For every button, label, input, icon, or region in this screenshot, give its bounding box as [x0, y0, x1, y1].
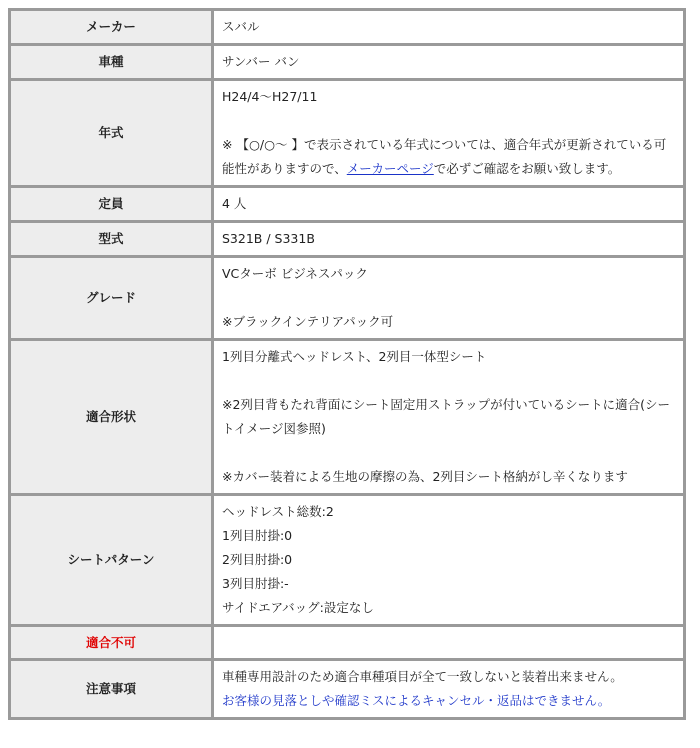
caution-line-2: お客様の見落としや確認ミスによるキャンセル・返品はできません。: [222, 693, 611, 708]
row-capacity: [11, 188, 683, 220]
caution-label: 注意事項: [11, 661, 211, 717]
year-note-after: で必ずご確認をお願い致します。: [433, 161, 621, 176]
type-label: 型式: [11, 223, 211, 255]
year-range: H24/4～H27/11: [222, 89, 318, 104]
grade-value: [214, 258, 683, 338]
grade-line-1: VCターボ ビジネスパック: [222, 266, 368, 281]
incompatible-label: 適合不可: [11, 627, 211, 658]
row-incompatible: [11, 627, 683, 658]
year-value: [214, 81, 683, 185]
maker-label: メーカー: [11, 11, 211, 43]
grade-label: グレード: [11, 258, 211, 338]
caution-line-1: 車種専用設計のため適合車種項目が全て一致しないと装着出来ません。: [222, 669, 623, 684]
incompatible-value: [214, 627, 683, 658]
fit-line-1: 1列目分離式ヘッドレスト、2列目一体型シート: [222, 349, 487, 364]
row-maker: [11, 11, 683, 43]
seat-pattern-value: [214, 496, 683, 624]
fit-value: [214, 341, 683, 493]
fit-label: 適合形状: [11, 341, 211, 493]
row-caution: [11, 661, 683, 717]
armrest-row-1: 1列目肘掛:0: [222, 528, 293, 543]
fit-line-2: ※2列目背もたれ背面にシート固定用ストラップが付いているシートに適合(シートイメージ図参照): [222, 397, 671, 436]
fit-line-3: ※カバー装着による生地の摩擦の為、2列目シート格納がし辛くなります: [222, 469, 628, 484]
row-grade: [11, 258, 683, 338]
year-note-before: ※ 【○/○～ 】で表示されている年式については、適合年式が更新されている可能性がありますので、: [222, 137, 667, 176]
model-value: サンバー バン: [214, 46, 683, 78]
year-note: [222, 133, 675, 181]
seat-pattern-label: シートパターン: [11, 496, 211, 624]
year-label: 年式: [11, 81, 211, 185]
maker-value: スバル: [214, 11, 683, 43]
row-type: [11, 223, 683, 255]
vehicle-spec-table: [8, 8, 686, 720]
capacity-label: 定員: [11, 188, 211, 220]
type-value: S321B / S331B: [214, 223, 683, 255]
row-model: [11, 46, 683, 78]
capacity-value: 4 人: [214, 188, 683, 220]
row-fit: [11, 341, 683, 493]
armrest-row-2: 2列目肘掛:0: [222, 552, 293, 567]
row-seat-pattern: [11, 496, 683, 624]
maker-page-link[interactable]: メーカーページ: [346, 161, 434, 176]
side-airbag: サイドエアバッグ:設定なし: [222, 600, 374, 615]
headrest-count: ヘッドレスト総数:2: [222, 504, 334, 519]
caution-value: [214, 661, 683, 717]
grade-line-2: ※ブラックインテリアパック可: [222, 314, 394, 329]
armrest-row-3: 3列目肘掛:-: [222, 576, 289, 591]
model-label: 車種: [11, 46, 211, 78]
row-year: [11, 81, 683, 185]
